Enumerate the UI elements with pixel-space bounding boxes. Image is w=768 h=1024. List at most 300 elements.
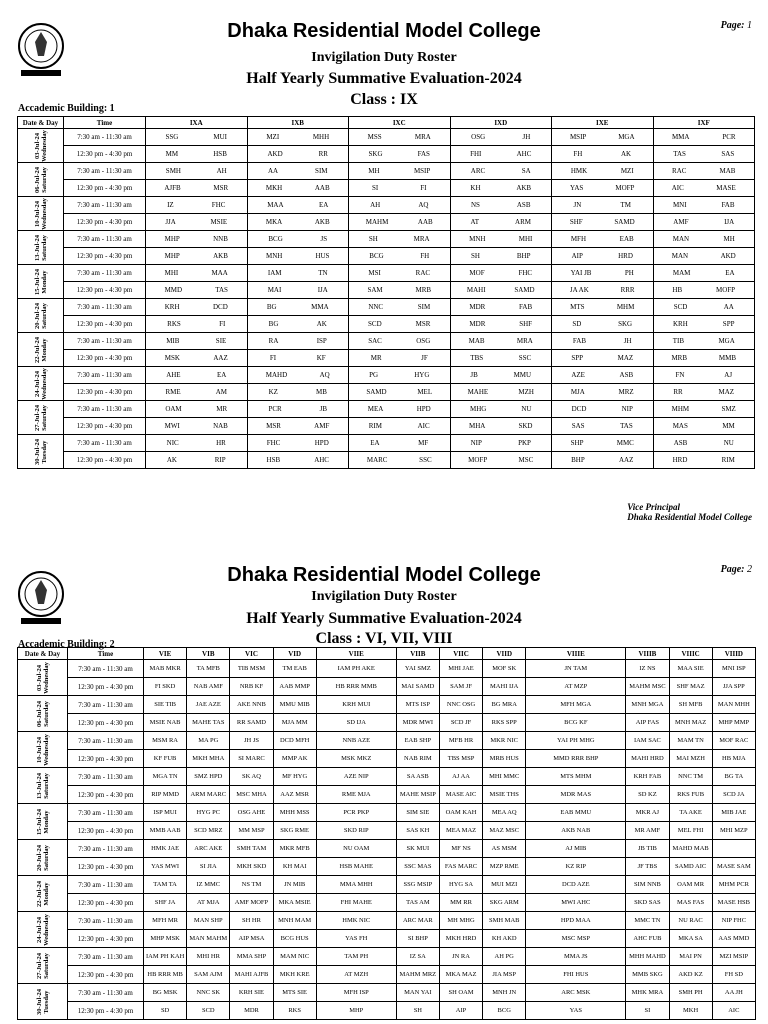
invigilator-cell (450, 418, 552, 435)
invigilator-code: SHF (569, 218, 583, 226)
invigilator-code: MRA (516, 337, 533, 345)
invigilator-code: NNC (368, 303, 384, 311)
invigilator-codes: SCD JA (723, 790, 745, 798)
invigilator-code: AAZ (618, 456, 634, 464)
invigilator-cell (653, 197, 755, 214)
date-day-cell (18, 840, 68, 876)
invigilator-cell (144, 660, 187, 678)
invigilator-cell (552, 435, 654, 452)
invigilator-pair (554, 218, 651, 226)
signature-org: Dhaka Residential Model College (627, 512, 752, 522)
invigilator-cell (349, 350, 451, 367)
invigilator-codes: JIA MSP (492, 970, 517, 978)
invigilator-cell (653, 180, 755, 197)
invigilator-cell (450, 401, 552, 418)
invigilator-code: NIC (166, 439, 179, 447)
day-text: Saturday (40, 302, 48, 329)
day-text: Wednesday (42, 661, 50, 694)
invigilator-codes: SKD RIP (343, 826, 369, 834)
invigilator-cell (669, 750, 712, 768)
invigilator-codes: YAS MWI (151, 862, 180, 870)
table-row (18, 948, 756, 966)
invigilator-cell (273, 984, 316, 1002)
invigilator-pair (656, 388, 753, 396)
invigilator-codes: MUI MZI (491, 880, 518, 888)
invigilator-pair (453, 286, 550, 294)
invigilator-pair (656, 201, 753, 209)
invigilator-codes: MA PG (198, 736, 219, 744)
invigilator-cell (552, 231, 654, 248)
invigilator-cell (439, 804, 482, 822)
invigilator-code: SAMD (514, 286, 535, 294)
invigilator-code: PH (624, 269, 634, 277)
invigilator-cell (669, 966, 712, 984)
invigilator-cell (712, 858, 755, 876)
invigilator-code: TBS (470, 354, 484, 362)
invigilator-codes: MHP MSK (150, 934, 180, 942)
invigilator-cell (483, 786, 526, 804)
invigilator-code: MAZ (718, 388, 735, 396)
invigilator-code: MRA (413, 235, 430, 243)
time-cell: 7:30 am - 11:30 am (64, 197, 146, 214)
invigilator-cell (144, 1002, 187, 1020)
invigilator-pair (148, 354, 245, 362)
invigilator-codes: JN TAM (564, 664, 588, 672)
table-row (18, 299, 755, 316)
invigilator-code: MWI (164, 422, 180, 430)
date-text: 15-Jul-24 (35, 808, 43, 835)
invigilator-pair (148, 218, 245, 226)
invigilator-cell (146, 316, 248, 333)
invigilator-code: AZE (571, 371, 585, 379)
invigilator-cell (146, 452, 248, 469)
invigilator-codes: AKB NAB (561, 826, 591, 834)
invigilator-cell (483, 768, 526, 786)
invigilator-pair (656, 133, 753, 141)
invigilator-code: RIP (214, 456, 226, 464)
invigilator-cell (316, 804, 396, 822)
time-cell: 7:30 am - 11:30 am (68, 948, 144, 966)
invigilator-pair (453, 371, 550, 379)
invigilator-codes: FHI HUS (563, 970, 589, 978)
invigilator-cell (483, 1002, 526, 1020)
invigilator-code: SD (572, 320, 582, 328)
invigilator-codes: OAM MR (677, 880, 705, 888)
table-row (18, 930, 756, 948)
invigilator-codes: IAM SAC (633, 736, 661, 744)
date-text: 22-Jul-24 (33, 336, 41, 363)
invigilator-cell (450, 350, 552, 367)
invigilator-cell (230, 984, 273, 1002)
invigilator-cell (146, 248, 248, 265)
invigilator-codes: MNH MAZ (674, 718, 707, 726)
signature-block (627, 502, 752, 522)
invigilator-code: HRD (672, 456, 688, 464)
invigilator-pair (554, 303, 651, 311)
invigilator-cell (273, 876, 316, 894)
invigilator-pair (453, 133, 550, 141)
invigilator-code: AMF (673, 218, 689, 226)
invigilator-code: MDR (469, 303, 486, 311)
invigilator-cell (146, 435, 248, 452)
invigilator-cell (273, 930, 316, 948)
invigilator-code: AIP (571, 252, 583, 260)
invigilator-codes: MFH ISP (343, 988, 369, 996)
invigilator-cell (653, 333, 755, 350)
table-row (18, 367, 755, 384)
invigilator-codes: HPD MAA (560, 916, 591, 924)
invigilator-pair (351, 337, 448, 345)
invigilator-cell (316, 696, 396, 714)
invigilator-pair (351, 150, 448, 158)
invigilator-codes: MHI JAE (448, 664, 474, 672)
invigilator-cell (450, 129, 552, 146)
date-day-label (36, 773, 50, 799)
invigilator-cell (653, 282, 755, 299)
invigilator-cell (144, 768, 187, 786)
invigilator-pair (250, 286, 347, 294)
invigilator-code: MAN (671, 252, 689, 260)
invigilator-pair (453, 439, 550, 447)
time-cell: 12:30 pm - 4:30 pm (68, 930, 144, 948)
invigilator-code: AMF (314, 422, 330, 430)
invigilator-cell (187, 750, 230, 768)
date-day-cell (18, 948, 68, 984)
invigilator-code: MMU (513, 371, 532, 379)
invigilator-code: FI (269, 354, 277, 362)
invigilator-cell (626, 930, 669, 948)
date-text: 13-Jul-24 (35, 772, 43, 799)
time-cell: 12:30 pm - 4:30 pm (64, 146, 146, 163)
invigilator-code: IZ (167, 201, 174, 209)
date-day-cell (18, 912, 68, 948)
invigilator-codes: MKA MSIE (278, 898, 311, 906)
invigilator-codes: KRH MUI (342, 700, 371, 708)
invigilator-pair (453, 388, 550, 396)
invigilator-cell (316, 768, 396, 786)
invigilator-cell (187, 840, 230, 858)
invigilator-cell (712, 840, 755, 858)
invigilator-pair (351, 167, 448, 175)
invigilator-cell (450, 180, 552, 197)
invigilator-code: MZH (518, 388, 534, 396)
day-text: Monday (42, 881, 50, 906)
invigilator-code: JA AK (569, 286, 589, 294)
invigilator-code: MAHI (466, 286, 486, 294)
invigilator-code: TN (318, 269, 328, 277)
invigilator-code: NIP (470, 439, 482, 447)
invigilator-pair (453, 337, 550, 345)
invigilator-cell (669, 732, 712, 750)
invigilator-pair (250, 269, 347, 277)
invigilator-cell (396, 732, 439, 750)
invigilator-cell (316, 858, 396, 876)
invigilator-code: FH (573, 150, 583, 158)
invigilator-code: AJ (724, 371, 733, 379)
invigilator-codes: MF HYG (282, 772, 308, 780)
invigilator-codes: JF TBS (637, 862, 658, 870)
date-day-cell (18, 876, 68, 912)
page-number: Page: 2 (720, 564, 752, 575)
invigilator-codes: MAN SHP (193, 916, 223, 924)
invigilator-code: MHM (616, 303, 635, 311)
invigilator-cell (273, 894, 316, 912)
invigilator-cell (450, 384, 552, 401)
invigilator-pair (250, 150, 347, 158)
time-cell: 7:30 am - 11:30 am (68, 732, 144, 750)
invigilator-cell (396, 876, 439, 894)
invigilator-code: AH (370, 201, 381, 209)
invigilator-code: SPP (571, 354, 583, 362)
invigilator-pair (453, 235, 550, 243)
invigilator-pair (250, 303, 347, 311)
invigilator-cell (712, 912, 755, 930)
invigilator-codes: NNC OSG (446, 700, 476, 708)
invigilator-pair (554, 201, 651, 209)
invigilator-code: MKA (265, 218, 283, 226)
day-text: Tuesday (40, 440, 48, 463)
invigilator-cell (146, 418, 248, 435)
invigilator-cell (626, 948, 669, 966)
invigilator-code: IJA (317, 286, 328, 294)
invigilator-code: MMC (616, 439, 634, 447)
invigilator-cell (247, 452, 349, 469)
invigilator-cell (653, 214, 755, 231)
column-header: VIIIE (526, 648, 626, 660)
invigilator-cell (349, 146, 451, 163)
invigilator-codes: SSG MSIP (403, 880, 433, 888)
invigilator-cell (187, 858, 230, 876)
invigilator-codes: SK AQ (241, 772, 261, 780)
table-row (18, 732, 756, 750)
invigilator-cell (653, 367, 755, 384)
invigilator-pair (656, 252, 753, 260)
date-day-label (34, 337, 48, 363)
invigilator-pair (148, 405, 245, 413)
invigilator-codes: SAS KH (406, 826, 430, 834)
invigilator-codes: HB RRR MMB (335, 682, 377, 690)
invigilator-codes: MRB HUS (489, 754, 519, 762)
time-cell: 7:30 am - 11:30 am (68, 912, 144, 930)
invigilator-cell (669, 1002, 712, 1020)
invigilator-code: MH (723, 235, 735, 243)
invigilator-pair (351, 456, 448, 464)
invigilator-cell (526, 804, 626, 822)
invigilator-codes: MNI ISP (722, 664, 746, 672)
invigilator-cell (526, 966, 626, 984)
invigilator-cell (526, 858, 626, 876)
invigilator-cell (247, 214, 349, 231)
invigilator-cell (273, 1002, 316, 1020)
invigilator-cell (450, 367, 552, 384)
time-cell: 7:30 am - 11:30 am (64, 299, 146, 316)
time-cell: 7:30 am - 11:30 am (64, 129, 146, 146)
invigilator-code: MEA (367, 405, 384, 413)
invigilator-cell (187, 912, 230, 930)
invigilator-cell (712, 984, 755, 1002)
date-day-cell (18, 435, 64, 469)
invigilator-cell (669, 840, 712, 858)
invigilator-code: FAS (417, 150, 430, 158)
invigilator-codes: MM MSP (238, 826, 265, 834)
invigilator-code: MGA (718, 337, 735, 345)
invigilator-pair (148, 422, 245, 430)
invigilator-codes: MHP (349, 1006, 364, 1014)
invigilator-cell (626, 840, 669, 858)
date-day-cell (18, 660, 68, 696)
invigilator-codes: MAHI AJFB (234, 970, 269, 978)
invigilator-code: MDR (469, 320, 486, 328)
invigilator-code: MSR (415, 320, 431, 328)
invigilator-cell (316, 894, 396, 912)
roster-table-2 (17, 647, 756, 1020)
invigilator-code: MMA (671, 133, 690, 141)
table-row (18, 966, 756, 984)
invigilator-cell (396, 858, 439, 876)
time-cell: 12:30 pm - 4:30 pm (64, 384, 146, 401)
invigilator-codes: MAHM MSC (629, 682, 666, 690)
column-header: IXF (653, 117, 755, 129)
invigilator-code: BHP (571, 456, 585, 464)
invigilator-cell (247, 163, 349, 180)
invigilator-code: FAB (572, 337, 586, 345)
invigilator-codes: MSM RA (152, 736, 179, 744)
invigilator-cell (439, 660, 482, 678)
invigilator-codes: MAI SAMD (401, 682, 435, 690)
invigilator-codes: AHC FUB (633, 934, 662, 942)
invigilator-cell (439, 1002, 482, 1020)
day-text: Saturday (42, 952, 50, 979)
invigilator-cell (450, 146, 552, 163)
invigilator-code: JN (573, 201, 582, 209)
invigilator-cell (230, 930, 273, 948)
invigilator-cell (439, 930, 482, 948)
invigilator-code: MNH (266, 252, 283, 260)
time-cell: 7:30 am - 11:30 am (64, 367, 146, 384)
invigilator-cell (669, 768, 712, 786)
invigilator-codes: MDR MWI (402, 718, 434, 726)
table-row (18, 350, 755, 367)
invigilator-pair (453, 201, 550, 209)
invigilator-cell (273, 840, 316, 858)
table-row (18, 214, 755, 231)
date-day-cell (18, 197, 64, 231)
invigilator-pair (148, 201, 245, 209)
table-row (18, 804, 756, 822)
invigilator-cell (439, 786, 482, 804)
invigilator-cell (247, 146, 349, 163)
invigilator-cell (247, 248, 349, 265)
invigilator-pair (554, 337, 651, 345)
invigilator-code: NS (470, 201, 480, 209)
date-day-label (36, 881, 50, 907)
invigilator-code: SAC (368, 337, 382, 345)
invigilator-pair (554, 252, 651, 260)
invigilator-cell (653, 452, 755, 469)
invigilator-codes: MAZ MSC (489, 826, 520, 834)
time-cell: 7:30 am - 11:30 am (64, 401, 146, 418)
invigilator-cell (396, 984, 439, 1002)
invigilator-cell (626, 714, 669, 732)
time-cell: 7:30 am - 11:30 am (64, 231, 146, 248)
invigilator-pair (351, 405, 448, 413)
invigilator-code: SSG (165, 133, 179, 141)
invigilator-codes: SI JIA (199, 862, 217, 870)
invigilator-codes: JJA SPP (722, 682, 745, 690)
invigilator-code: HUS (315, 252, 330, 260)
table-row (18, 265, 755, 282)
invigilator-pair (148, 286, 245, 294)
table-row (18, 418, 755, 435)
invigilator-code: PKP (518, 439, 531, 447)
invigilator-codes: MMB SKG (632, 970, 663, 978)
invigilator-codes: FHI MAHE (340, 898, 372, 906)
invigilator-cell (439, 768, 482, 786)
invigilator-cell (712, 966, 755, 984)
invigilator-code: KRH (673, 320, 688, 328)
invigilator-pair (453, 405, 550, 413)
invigilator-codes: MASE HSB (717, 898, 751, 906)
invigilator-codes: TBS MSP (447, 754, 475, 762)
invigilator-cell (712, 714, 755, 732)
invigilator-pair (656, 439, 753, 447)
invigilator-cell (450, 299, 552, 316)
invigilator-cell (626, 786, 669, 804)
invigilator-pair (656, 354, 753, 362)
invigilator-pair (148, 337, 245, 345)
invigilator-code: FHC (518, 269, 533, 277)
invigilator-code: JS (320, 235, 328, 243)
date-text: 15-Jul-24 (33, 268, 41, 295)
column-header: VIIIB (626, 648, 669, 660)
table-row (18, 822, 756, 840)
invigilator-code: MIB (166, 337, 180, 345)
invigilator-cell (247, 180, 349, 197)
date-day-label (34, 269, 48, 295)
invigilator-codes: SK MUI (406, 844, 430, 852)
date-text: 30-Jul-24 (35, 988, 43, 1015)
invigilator-codes: IAM PH KAH (146, 952, 185, 960)
time-cell: 12:30 pm - 4:30 pm (64, 350, 146, 367)
time-cell: 12:30 pm - 4:30 pm (68, 750, 144, 768)
invigilator-codes: MFB HR (448, 736, 474, 744)
invigilator-cell (187, 984, 230, 1002)
table-row (18, 197, 755, 214)
invigilator-codes: YAS (569, 1006, 582, 1014)
invigilator-code: SHF (519, 320, 533, 328)
invigilator-cell (712, 768, 755, 786)
invigilator-cell (552, 452, 654, 469)
invigilator-codes: SI (644, 1006, 651, 1014)
invigilator-cell (273, 696, 316, 714)
invigilator-codes: MHH MSS (279, 808, 310, 816)
invigilator-codes: SI BHP (407, 934, 428, 942)
invigilator-pair (351, 320, 448, 328)
invigilator-codes: BG TA (724, 772, 744, 780)
invigilator-cell (669, 948, 712, 966)
invigilator-codes: MKH KRE (279, 970, 310, 978)
invigilator-codes: MHH MAHD (629, 952, 666, 960)
invigilator-codes: TAM TA (153, 880, 177, 888)
invigilator-pair (656, 235, 753, 243)
invigilator-cell (483, 948, 526, 966)
invigilator-codes: NS TM (241, 880, 262, 888)
time-cell: 12:30 pm - 4:30 pm (64, 452, 146, 469)
invigilator-code: MAHE (467, 388, 489, 396)
invigilator-cell (349, 452, 451, 469)
invigilator-cell (552, 367, 654, 384)
date-day-label (35, 734, 49, 766)
